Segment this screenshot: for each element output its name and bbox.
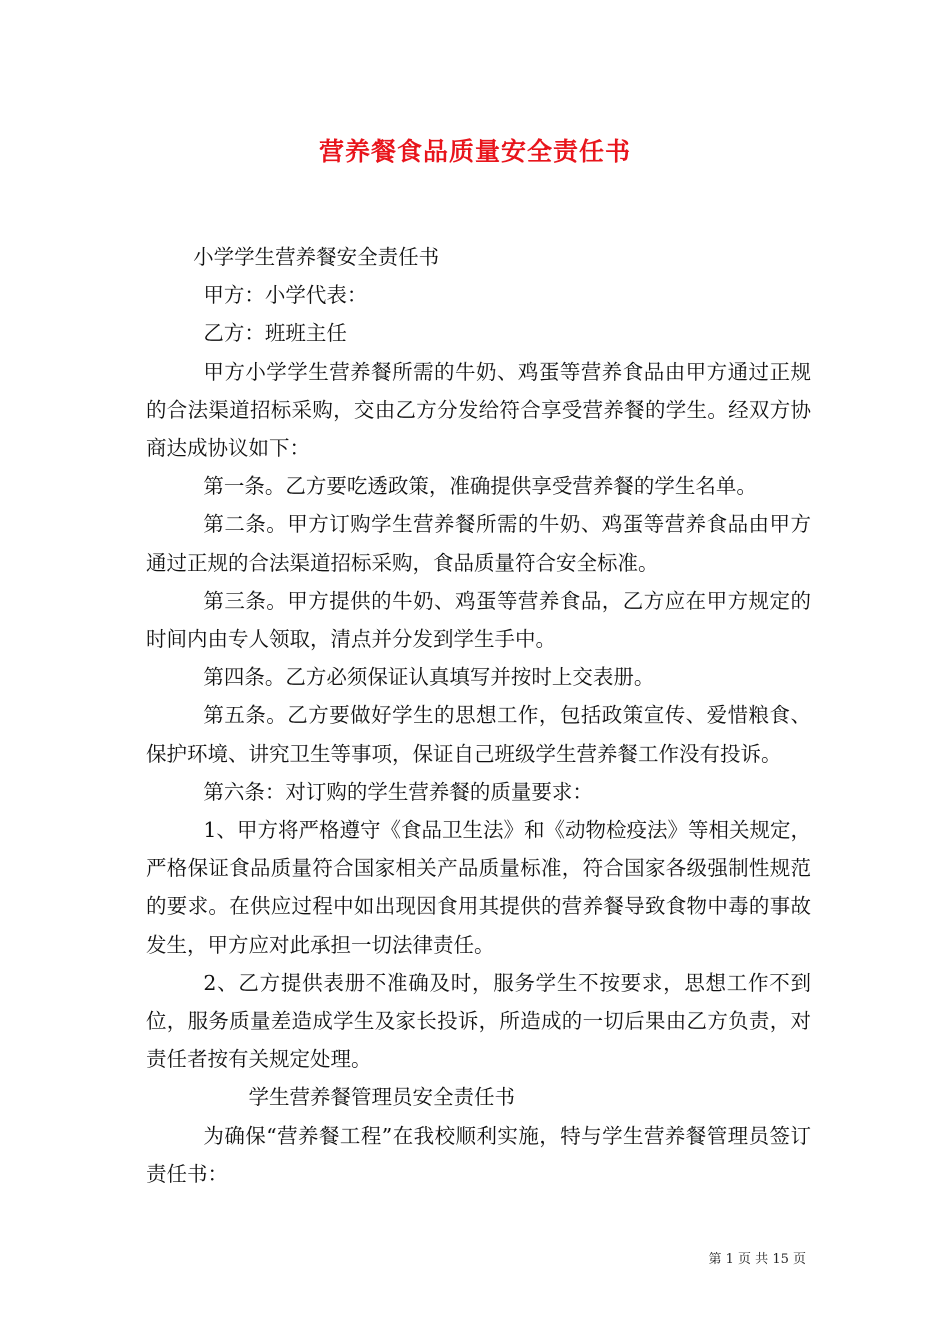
paragraph-article-4: 第四条。乙方必须保证认真填写并按时上交表册。 [203,665,655,690]
document-body [146,238,811,1193]
paragraph-requirement-2: 2、乙方提供表册不准确及时，服务学生不按要求，思想工作不到位，服务质量差造成学生及家长投诉，所造成的一切后果由乙方负责，对责任者按有关规定处理。 [146,970,811,1072]
paragraph-party-b: 乙方：班班主任 [203,321,347,346]
paragraph-article-2: 第二条。甲方订购学生营养餐所需的牛奶、鸡蛋等营养食品由甲方通过正规的合法渠道招标采购，食品质量符合安全标准。 [146,512,811,575]
paragraph-article-6: 第六条：对订购的学生营养餐的质量要求： [203,779,593,804]
paragraph-subtitle: 小学学生营养餐安全责任书 [193,245,440,269]
document-title: 营养餐食品质量安全责任书 [318,137,631,166]
paragraph-section-intro: 为确保“营养餐工程”在我校顺利实施，特与学生营养餐管理员签订责任书： [146,1123,811,1186]
page-number-footer: 第 1 页 共 15 页 [708,1252,806,1267]
paragraph-intro: 甲方小学学生营养餐所需的牛奶、鸡蛋等营养食品由甲方通过正规的合法渠道招标采购，交由乙方分发给符合享受营养餐的学生。经双方协商达成协议如下： [146,359,811,461]
paragraph-section-heading: 学生营养餐管理员安全责任书 [248,1085,515,1110]
paragraph-article-3: 第三条。甲方提供的牛奶、鸡蛋等营养食品，乙方应在甲方规定的时间内由专人领取，清点并分发到学生手中。 [146,588,811,652]
paragraph-article-1: 第一条。乙方要吃透政策，准确提供享受营养餐的学生名单。 [203,474,757,499]
paragraph-requirement-1: 1、甲方将严格遵守《食品卫生法》和《动物检疫法》等相关规定，严格保证食品质量符合国家相关产品质量标准，符合国家各级强制性规范的要求。在供应过程中如出现因食用其提供的营养餐导致食物中毒的事故发生，甲方应对此承担一切法律责任。 [146,818,811,957]
paragraph-party-a: 甲方：小学代表： [203,283,368,308]
paragraph-article-5: 第五条。乙方要做好学生的思想工作，包括政策宣传、爱惜粮食、保护环境、讲究卫生等事项，保证自己班级学生营养餐工作没有投诉。 [146,703,811,766]
